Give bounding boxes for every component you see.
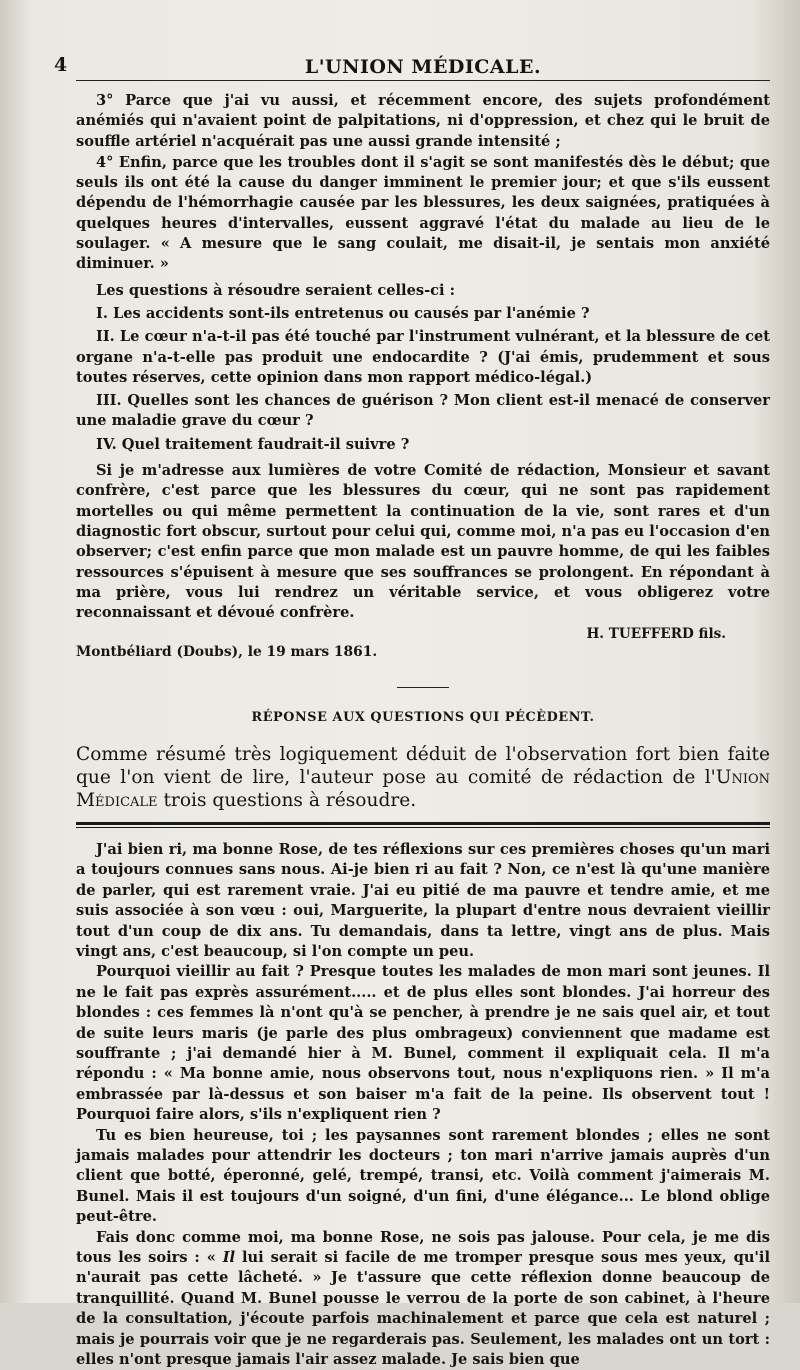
- letter-item-4: 4° Enfin, parce que les troubles dont il s'agit se sont manifestés dès le début; que seuls ils ont été la cause du danger imminent le premier jour; et que s'ils eussent dépendu de l'hémorrhagie causée par les blessures, les deux saignées, pratiquées à quelques heures d'intervalles, eussent aggravé l'état du malade au lieu de le soulager. « A mesure que le sang coulait, me disait-il, je sentais mon anxiété diminuer. »: [76, 153, 770, 273]
- page-header: [54, 50, 770, 81]
- questions-intro: Les questions à résoudre seraient celles-ci :: [96, 281, 456, 299]
- letter-closing: Si je m'adresse aux lumières de votre Comité de rédaction, Monsieur et savant confrère, c'est parce que les blessures du cœur, qui ne sont pas rapidement mortelles ou qui même permettent la continuation de la vie, sont rares et d'un diagnostic fort obscur, surtout pour celui qui, comme moi, n'a pas eu l'occasion d'en observer; c'est enfin parce que mon malade est un pauvre homme, de qui les faibles ressources s'épuisent à mesure que ses souffrances se prolongent. En répondant à ma prière, vous lui rendrez un véritable service, et vous obligerez votre reconnaissant et dévoué confrère.: [76, 462, 770, 622]
- feuilleton-paragraph-2: Pourquoi vieillir au fait ? Presque toutes les malades de mon mari sont jeunes. Il ne le fait pas exprès assurément..... et de plus elles sont blondes. J'ai horreur des blondes : ces femmes là n'ont qu'à se pencher, à prendre je ne sais quel air, et tout de suite leurs maris (je parle des plus ombrageux) conviennent que madame est souffrante ; j'ai demandé hier à M. Bunel, comment il expliquait cela. Il m'a répondu : « Ma bonne amie, nous observons tout, nous n'expliquons rien. » Il m'a embrassée par là-dessus et son baiser m'a fait de la peine. Ils observent tout ! Pourquoi faire alors, s'ils n'expliquent rien ?: [76, 963, 770, 1124]
- letter-item-3: 3° Parce que j'ai vu aussi, et récemment encore, des sujets profondément anémiés qui n'avaient point de palpitations, ni d'oppression, et chez qui le bruit de souffle artériel n'acquérait pas une aussi grande intensité ;: [76, 92, 770, 150]
- feuilleton-body: [76, 840, 770, 1370]
- feuilleton-paragraph-4: [76, 1228, 770, 1370]
- italic-word: Il: [222, 1249, 236, 1267]
- feuilleton-paragraph-3: Tu es bien heureuse, toi ; les paysannes sont rarement blondes ; elles ne sont jamais malades pour attendrir les docteurs ; ton mari n'arrive jamais auprès d'un client que botté, éperonné, gelé, trempé, transi, etc. Voilà comment j'aimerais M. Bunel. Mais il est toujours d'un soigné, d'un fini, d'une élégance... Le blond oblige peut-être.: [76, 1126, 770, 1226]
- lead-text-end: trois questions à résoudre.: [157, 790, 417, 812]
- question-4: IV. Quel traitement faudrait-il suivre ?: [96, 435, 410, 453]
- journal-name: Union Médicale: [76, 767, 770, 812]
- question-2: II. Le cœur n'a-t-il pas été touché par l'instrument vulnérant, et la blessure de cet organe n'a-t-elle pas produit une endocardite ? (J'ai émis, prudemment et sous toutes réserves, cette opinion dans mon rapport médico-légal.): [76, 328, 770, 386]
- question-1: I. Les accidents sont-ils entretenus ou causés par l'anémie ?: [96, 304, 590, 322]
- lead-text-start: Comme résumé très logiquement déduit de l'observation fort bien faite que l'on vient de lire, l'auteur pose au comité de rédaction de l': [76, 744, 770, 789]
- feuilleton-paragraph-1: J'ai bien ri, ma bonne Rose, de tes réflexions sur ces premières choses qu'un mari a toujours connues sans nous. Ai-je bien ri au fait ? Non, ce n'est là qu'une manière de parler, qui est rarement vraie. J'ai eu pitié de ma pauvre et tendre amie, et me suis associée à son vœu : oui, Marguerite, la plupart d'entre nous devraient vieillir tout d'un coup de dix ans. Tu demandais, dans ta lettre, vingt ans de plus. Mais vingt ans, c'est beaucoup, si l'on compte un peu.: [76, 840, 770, 960]
- paragraph-4-start: Fais donc comme moi, ma bonne Rose, ne sois pas jalouse. Pour cela, je me dis tous les soirs : «: [76, 1228, 770, 1267]
- running-title: L'UNION MÉDICALE.: [304, 56, 542, 78]
- paragraph-4-end: lui serait si facile de me tromper presque sous mes yeux, qu'il n'aurait pas cette lâcheté. » Je t'assure que cette réflexion donne beaucoup de tranquillité. Quand M. Bunel pousse le verrou de la porte de son cabinet, à l'heure de la consultation, j'écoute parfois machinalement et parce que cela est naturel ; mais je pourrais voir que je ne regarderais pas. Seulement, les malades ont un tort : elles n'ont presque jamais l'air assez malade. Je sais bien que: [76, 1249, 770, 1369]
- response-title: RÉPONSE AUX QUESTIONS QUI PÉCÈDENT.: [251, 710, 595, 726]
- section-divider: [397, 687, 449, 688]
- signature: H. TUEFFERD fils.: [586, 626, 726, 643]
- question-3: III. Quelles sont les chances de guérison ? Mon client est-il menacé de conserver une maladie grave du cœur ?: [76, 392, 770, 430]
- dateline: Montbéliard (Doubs), le 19 mars 1861.: [76, 644, 378, 661]
- feuilleton-rule-thin: [76, 827, 770, 828]
- page-number: 4: [54, 54, 68, 76]
- response-lead: [76, 743, 770, 812]
- letter-body: [76, 91, 770, 661]
- feuilleton-rule-thick: [76, 822, 770, 825]
